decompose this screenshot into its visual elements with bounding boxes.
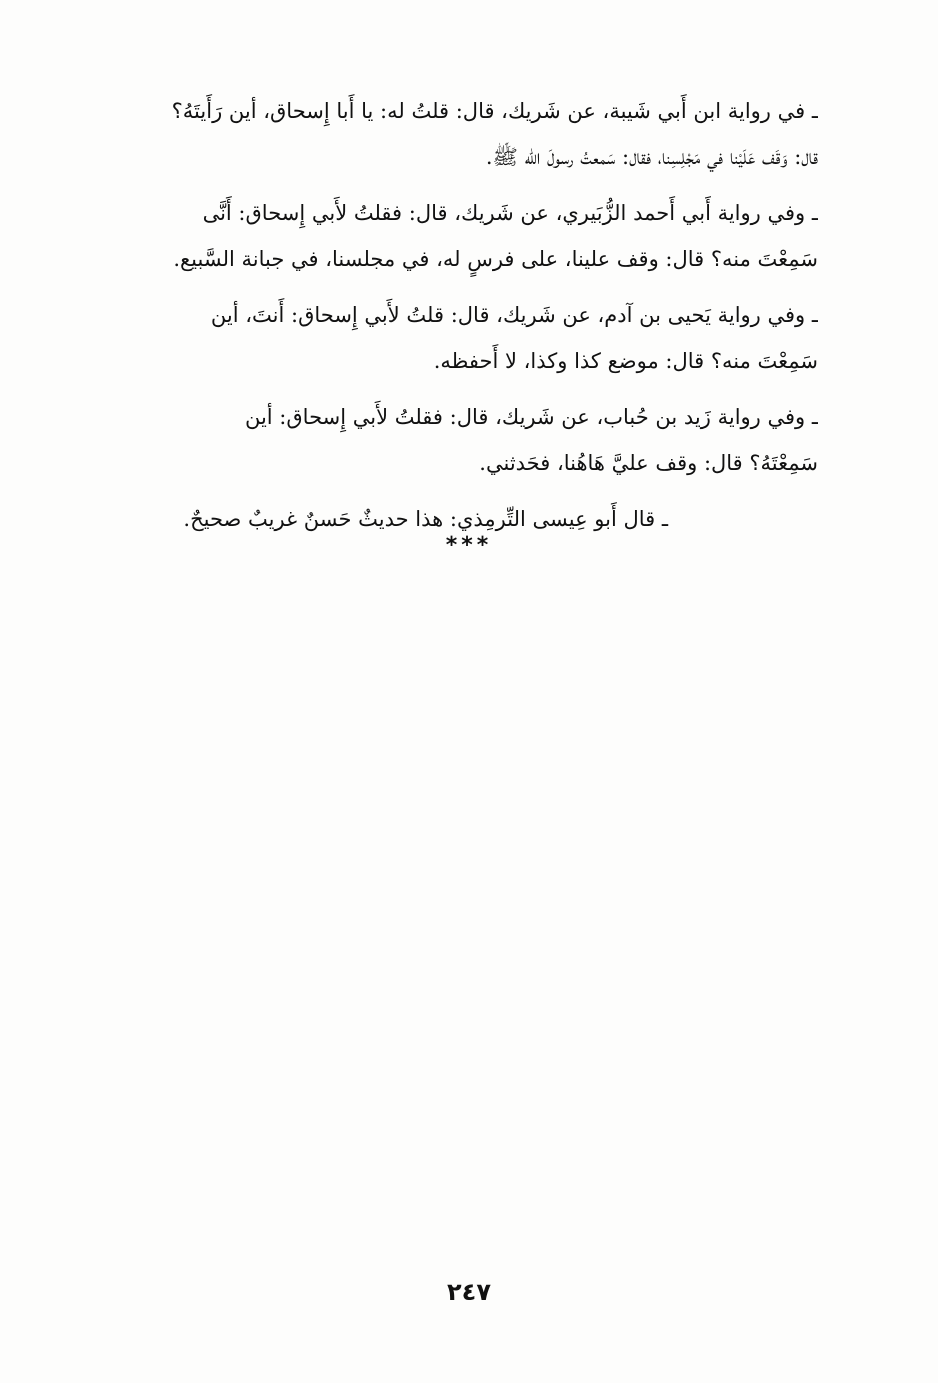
text-line: ـ وفي رواية زَيد بن حُباب، عن شَريك، قال: فقلتُ لأَبي إِسحاق: أين <box>244 405 818 429</box>
text-line: ـ وفي رواية أَبي أَحمد الزُّبَيري، عن شَريك، قال: فقلتُ لأَبي إِسحاق: أَنَّى <box>202 201 818 225</box>
main-text <box>120 88 818 552</box>
paragraph-3 <box>120 292 818 384</box>
text-line: قال: وَقَف عَلَيْنا في مَجْلِسِنا، فقال: سَمعتُ رسولَ الله ﷺ. <box>485 145 818 169</box>
paragraph-4 <box>120 394 818 486</box>
text-line: ـ في رواية ابن أَبي شَيبة، عن شَريك، قال: قلتُ له: يا أَبا إِسحاق، أين رَأَيتَهُ؟ <box>171 99 818 123</box>
page-number: ٢٤٧ <box>447 1278 491 1306</box>
text-line: ـ وفي رواية يَحيى بن آدم، عن شَريك، قال: قلتُ لأَبي إِسحاق: أَنتَ، أين <box>210 303 818 327</box>
text-line: سَمِعْتَ منه؟ قال: موضع كذا وكذا، لا أَحفظه. <box>433 349 818 373</box>
paragraph-2 <box>120 190 818 282</box>
paragraph-1 <box>120 88 818 180</box>
text-line: سَمِعْتَ منه؟ قال: وقف علينا، على فرسٍ له، في مجلسنا، في جبانة السَّبيع. <box>173 247 818 271</box>
section-separator: *** <box>445 533 493 558</box>
text-line: ـ قال أَبو عِيسى التِّرمِذي: هذا حديثٌ حَسنٌ غريبٌ صحيحٌ. <box>183 507 668 531</box>
text-line: سَمِعْتَهُ؟ قال: وقف عليَّ هَاهُنا، فحَدثني. <box>479 451 818 475</box>
